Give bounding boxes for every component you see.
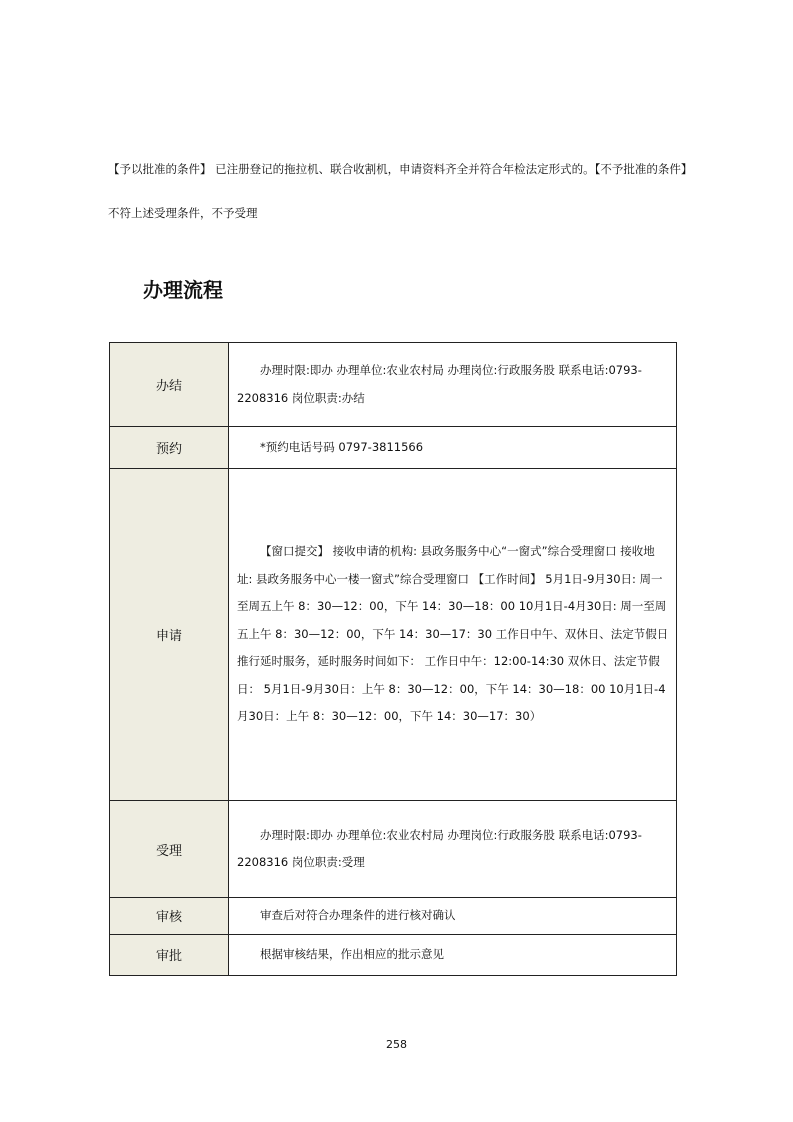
row-text: 办理时限:即办 办理单位:农业农村局 办理岗位:行政服务股 联系电话:0793-2208316 岗位职责:办结 bbox=[237, 363, 642, 405]
row-label-yuyue: 预约 bbox=[110, 427, 229, 469]
approval-conditions-paragraph: 【予以批准的条件】 已注册登记的拖拉机、联合收割机，申请资料齐全并符合年检法定形式的。【不予批准的条件】 不符上述受理条件，不予受理 bbox=[108, 162, 693, 220]
row-text: 审查后对符合办理条件的进行核对确认 bbox=[260, 908, 456, 922]
row-content-yuyue bbox=[229, 427, 677, 469]
section-title: 办理流程 bbox=[143, 278, 223, 302]
row-text: *预约电话号码 0797-3811566 bbox=[260, 439, 424, 454]
table-row bbox=[110, 427, 677, 469]
row-content-shenpi bbox=[229, 934, 677, 975]
row-label-shenpi: 审批 bbox=[110, 934, 229, 975]
row-label-shenqing: 申请 bbox=[110, 469, 229, 801]
row-text: 根据审核结果，作出相应的批示意见 bbox=[260, 946, 444, 961]
row-content-shenhe bbox=[229, 898, 677, 935]
table-row bbox=[110, 801, 677, 898]
row-text: 办理时限:即办 办理单位:农业农村局 办理岗位:行政服务股 联系电话:0793-2208316 岗位职责:受理 bbox=[237, 827, 642, 869]
row-content-shenqing bbox=[229, 469, 677, 801]
row-text: 【窗口提交】 接收申请的机构: 县政务服务中心“一窗式”综合受理窗口 接收地址: 县政务服务中心一楼一窗式”综合受理窗口 【工作时间】 5月1日-9月30日: 周一至周五上午 8：30—12：00，下午 14：30—18：00 10月1日-4月30日: 周一至周五上午 8：30—12：00，下午 14：30—17：30 工作日中午、双休日、法定节假日推行延时服务，延时服务时间如下： 工作日中午：12:00-14:30 双休日、法定节假日： 5月1日-9月30日：上午 8：30—12：00，下午 14：30—18：00 10月1日-4月30日：上午 8：30—12：00，下午 14：30—17：30） bbox=[237, 544, 669, 724]
row-label-banjie: 办结 bbox=[110, 343, 229, 427]
row-label-shouli: 受理 bbox=[110, 801, 229, 898]
table-row bbox=[110, 898, 677, 935]
table-row bbox=[110, 469, 677, 801]
table-row bbox=[110, 934, 677, 975]
process-table bbox=[109, 342, 677, 976]
row-content-banjie bbox=[229, 343, 677, 427]
row-content-shouli bbox=[229, 801, 677, 898]
page-number: 258 bbox=[386, 1038, 407, 1051]
table-row bbox=[110, 343, 677, 427]
row-label-shenhe: 审核 bbox=[110, 898, 229, 935]
